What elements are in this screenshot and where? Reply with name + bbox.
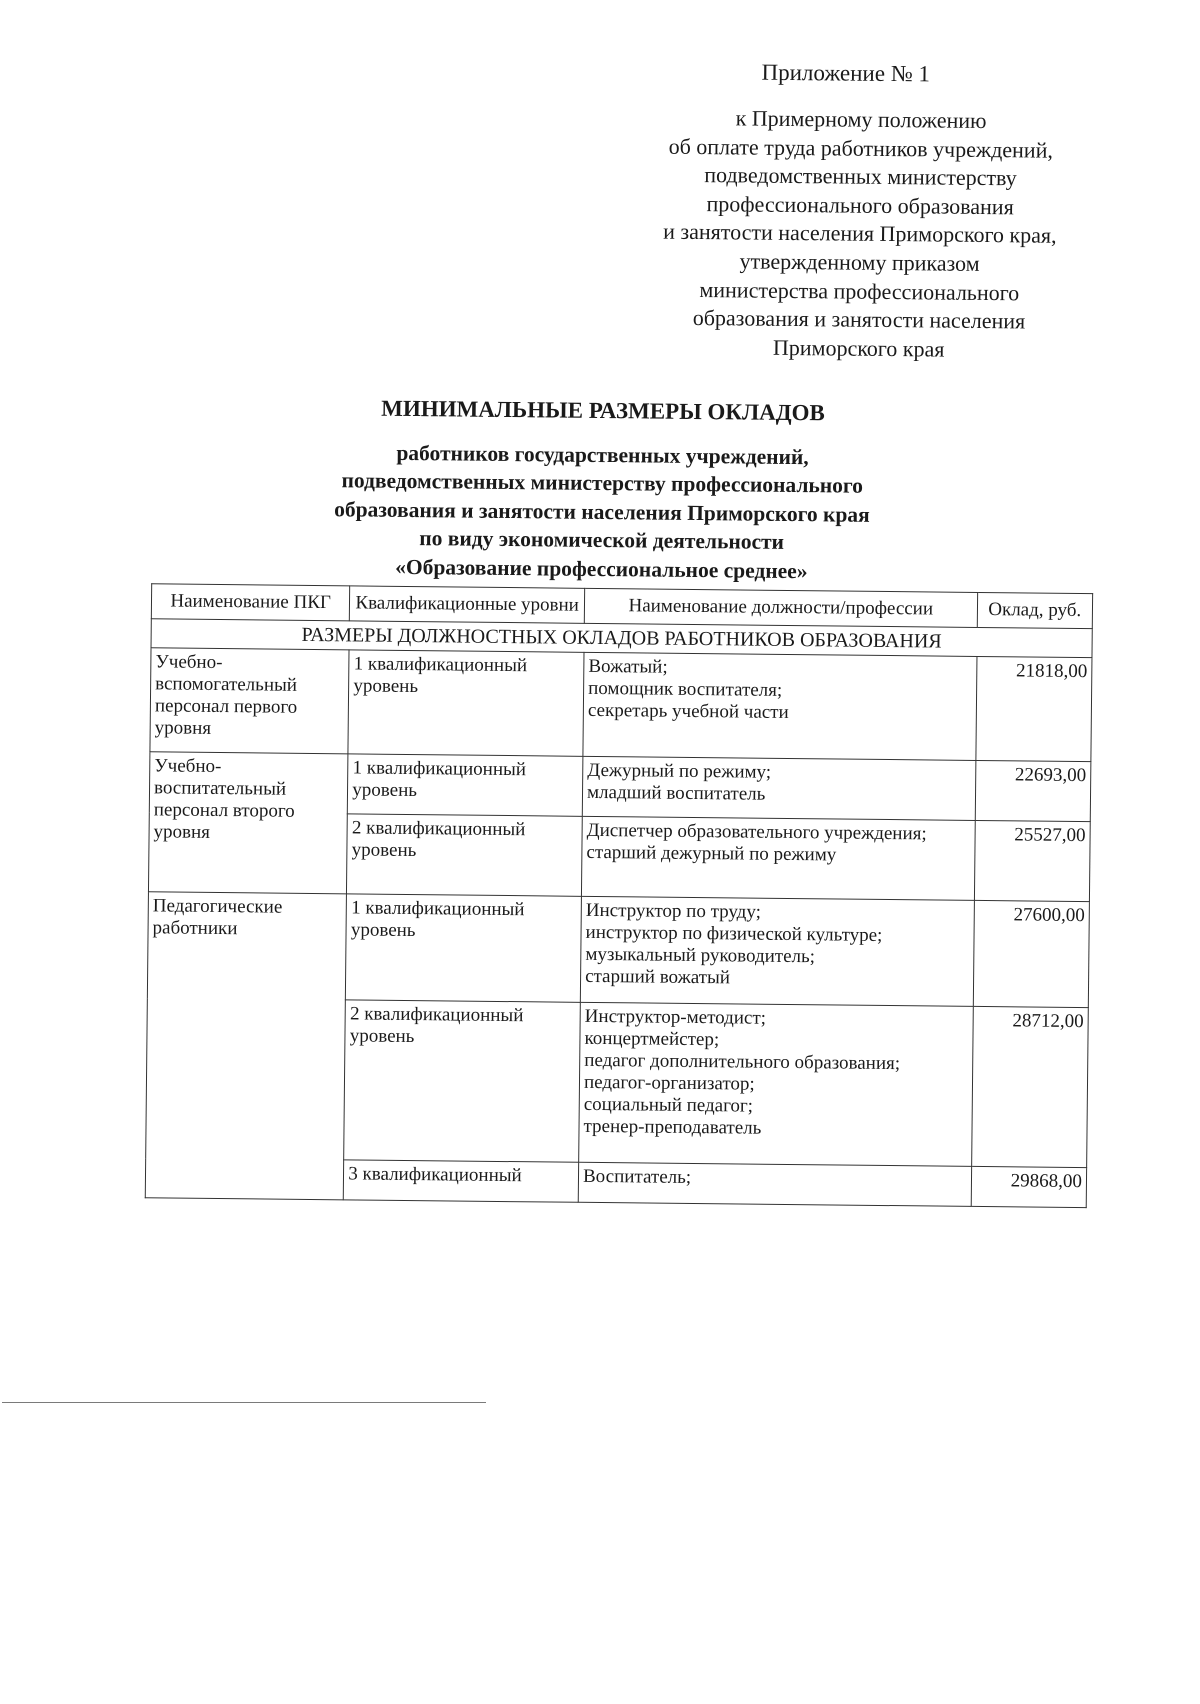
position-cell — [578, 1162, 971, 1206]
position-cell — [583, 652, 977, 760]
position-item: педагог-организатор; — [583, 1071, 755, 1095]
position-cell — [580, 896, 974, 1006]
position-cell — [579, 1002, 973, 1166]
appendix-title: Приложение № 1 — [761, 59, 931, 87]
salary-cell: 27600,00 — [973, 900, 1089, 1007]
salary-cell: 29868,00 — [971, 1166, 1087, 1207]
position-cell — [582, 756, 975, 820]
header-position: Наименование должности/профессии — [584, 588, 977, 627]
position-item: Инструктор-методист; — [584, 1005, 767, 1029]
level-cell: 2 квалификационный уровень — [344, 1000, 580, 1162]
position-item: Вожатый; — [588, 655, 668, 678]
level-cell: 1 квалификационный уровень — [348, 650, 584, 756]
salary-cell: 28712,00 — [971, 1006, 1088, 1167]
appendix-line: подведомственных министерству — [704, 162, 1017, 191]
position-item: инструктор по физической культуре; — [585, 921, 883, 946]
subtitle-line: «Образование профессиональное среднее» — [395, 554, 808, 583]
salary-cell: 25527,00 — [974, 820, 1090, 901]
appendix-line: образования и занятости населения — [692, 305, 1026, 334]
pkg-cell: Учебно-воспитательный персонал второго уровня — [148, 752, 348, 894]
appendix-line: и занятости населения Приморского края, — [663, 219, 1057, 249]
level-cell: 1 квалификационный уровень — [348, 754, 583, 816]
table-row — [147, 892, 1089, 1008]
table-row — [149, 752, 1091, 822]
header-pkg: Наименование ПКГ — [151, 584, 350, 621]
position-item: тренер-преподаватель — [583, 1115, 762, 1139]
position-item: музыкальный руководитель; — [585, 943, 816, 968]
header-salary: Оклад, руб. — [977, 592, 1093, 628]
level-cell: 2 квалификационный уровень — [347, 814, 583, 896]
position-item: Инструктор по труду; — [585, 899, 762, 923]
appendix-line: Приморского края — [772, 334, 945, 362]
subtitle-line: образования и занятости населения Приморского края — [334, 497, 870, 527]
appendix-line: профессионального образования — [706, 190, 1014, 220]
level-cell: 3 квалификационный — [344, 1160, 579, 1202]
pkg-cell: Учебно-вспомогательный персонал первого уровня — [150, 648, 349, 754]
pkg-cell: Педагогические работники — [145, 892, 347, 1200]
document-title: МИНИМАЛЬНЫЕ РАЗМЕРЫ ОКЛАДОВ — [381, 395, 825, 426]
position-item: старший вожатый — [585, 965, 731, 989]
subtitle-line: работников государственных учреждений, — [396, 440, 809, 470]
header-level: Квалификационные уровни — [350, 586, 585, 623]
salary-table — [145, 583, 1093, 1208]
position-item: Диспетчер образовательного учреждения; — [586, 819, 927, 845]
position-item: секретарь учебной части — [587, 699, 789, 723]
position-item: старший дежурный по режиму — [586, 841, 837, 866]
subtitle-line: подведомственных министерству профессионального — [341, 468, 864, 499]
position-item: помощник воспитателя; — [588, 677, 783, 701]
position-item: социальный педагог; — [583, 1093, 754, 1117]
appendix-line: к Примерному положению — [735, 105, 987, 134]
scan-edge-line — [2, 1402, 486, 1403]
document-subtitle — [181, 437, 1022, 588]
section-title: РАЗМЕРЫ ДОЛЖНОСТНЫХ ОКЛАДОВ РАБОТНИКОВ ОБРАЗОВАНИЯ — [151, 619, 1092, 658]
position-item: Воспитатель; — [582, 1165, 692, 1188]
appendix-reference — [594, 103, 1127, 366]
table-row — [150, 648, 1092, 762]
position-item: Дежурный по режиму; — [587, 759, 772, 783]
salary-cell: 21818,00 — [976, 656, 1092, 761]
level-cell: 1 квалификационный уровень — [346, 894, 582, 1002]
appendix-line: министерства профессионального — [699, 276, 1020, 305]
subtitle-line: по виду экономической деятельности — [419, 526, 785, 555]
position-item: педагог дополнительного образования; — [584, 1049, 901, 1075]
salary-cell: 22693,00 — [975, 760, 1091, 821]
appendix-line: утвержденному приказом — [739, 248, 980, 276]
position-cell — [581, 816, 974, 900]
position-item: младший воспитатель — [586, 781, 766, 805]
appendix-line: об оплате труда работников учреждений, — [668, 133, 1054, 163]
position-item: концертмейстер; — [584, 1027, 720, 1051]
